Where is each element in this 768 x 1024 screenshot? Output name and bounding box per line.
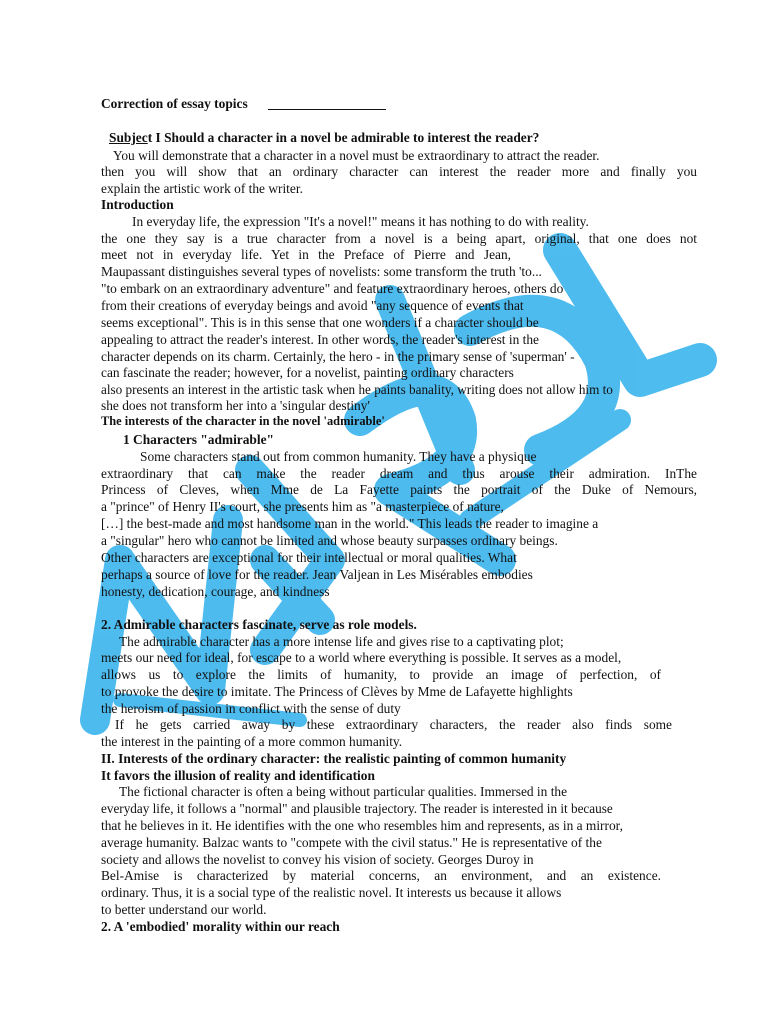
text-line: everyday life, it follows a "normal" and plausible trajectory. The reader is interested in it because xyxy=(101,801,613,816)
text-line: appealing to attract the reader's interest. In other words, the reader's interest in the xyxy=(101,332,539,347)
text-line: then you will show that an ordinary character can interest the reader more and finally you xyxy=(101,164,697,179)
text-line: the interest in the painting of a more common humanity. xyxy=(101,734,403,749)
text-line: meet not in everyday life. Yet in the Preface of Pierre and Jean, xyxy=(101,247,511,262)
subsection-heading: 2. A 'embodied' morality within our reach xyxy=(101,919,340,934)
text-line: Maupassant distinguishes several types of novelists: some transform the truth 'to... xyxy=(101,264,542,279)
text-line: Other characters are exceptional for their intellectual or moral qualities. What xyxy=(101,550,517,565)
section-heading: Introduction xyxy=(101,197,174,212)
text-line: explain the artistic work of the writer. xyxy=(101,181,303,196)
section-heading: The interests of the character in the novel 'admirable' xyxy=(101,414,385,428)
text-line: to better understand our world. xyxy=(101,902,267,917)
text-line: the heroism of passion in conflict with the sense of duty xyxy=(101,701,401,716)
subject-heading xyxy=(109,129,539,146)
text-line: seems exceptional". This is in this sense that one wonders if a character should be xyxy=(101,315,539,330)
text-line: she does not transform her into a 'singular destiny' xyxy=(101,398,370,413)
text-line: average humanity. Balzac wants to "compete with the civil status." He is representative of the xyxy=(101,835,602,850)
text-line: "to embark on an extraordinary adventure" and feature extraordinary heroes, others do xyxy=(101,281,564,296)
section-heading: II. Interests of the ordinary character: the realistic painting of common humanity xyxy=(101,751,567,766)
text-line: You will demonstrate that a character in a novel must be extraordinary to attract the reader. xyxy=(113,148,600,163)
subject-question: t I Should a character in a novel be admirable to interest the reader? xyxy=(147,130,540,145)
text-line: can fascinate the reader; however, for a novelist, painting ordinary characters xyxy=(101,365,514,380)
text-line: […] the best-made and most handsome man in the world." This leads the reader to imagine a xyxy=(101,516,599,531)
text-line: that he believes in it. He identifies with the one who resembles him and represents, as in a mirror, xyxy=(101,818,623,833)
text-line: Bel-Amise is characterized by material concerns, an environment, and an existence. xyxy=(101,868,661,883)
subsection-heading: 2. Admirable characters fascinate, serve as role models. xyxy=(101,617,417,632)
text-line: ordinary. Thus, it is a social type of the realistic novel. It interests us because it allows xyxy=(101,885,562,900)
text-line: meets our need for ideal, for escape to a world where everything is possible. It serves as a model, xyxy=(101,650,622,665)
text-line: The admirable character has a more intense life and gives rise to a captivating plot; xyxy=(119,634,564,649)
text-line: allows us to explore the limits of humanity, to provide an image of perfection, of xyxy=(101,667,661,682)
text-line: In everyday life, the expression "It's a novel!" means it has nothing to do with reality. xyxy=(132,214,589,229)
text-line: honesty, dedication, courage, and kindness xyxy=(101,584,330,599)
subject-word: Subjec xyxy=(109,130,148,145)
subsection-heading: 1 Characters "admirable" xyxy=(123,432,274,447)
title-underline xyxy=(268,109,386,110)
text-line: If he gets carried away by these extraordinary characters, the reader also finds some xyxy=(115,717,672,732)
text-line: to provoke the desire to imitate. The Princess of Clèves by Mme de Lafayette highlights xyxy=(101,684,573,699)
text-line: a "prince" of Henry II's court, she presents him as "a masterpiece of nature, xyxy=(101,499,504,514)
text-line: The fictional character is often a being without particular qualities. Immersed in the xyxy=(119,784,568,799)
text-line: Princess of Cleves, when Mme de La Fayette paints the portrait of the Duke of Nemours, xyxy=(101,482,697,497)
text-line: perhaps a source of love for the reader. Jean Valjean in Les Misérables embodies xyxy=(101,567,533,582)
document-title: Correction of essay topics xyxy=(101,96,248,111)
subsection-heading: It favors the illusion of reality and identification xyxy=(101,768,375,783)
text-line: extraordinary that can make the reader dream and thus arouse their admiration. InThe xyxy=(101,466,697,481)
text-line: Some characters stand out from common humanity. They have a physique xyxy=(140,449,537,464)
text-line: also presents an interest in the artistic task when he paints banality, writing does not allow him to xyxy=(101,382,613,397)
text-line: the one they say is a true character from a novel is a being apart, original, that one does not xyxy=(101,231,697,246)
text-line: society and allows the novelist to convey his vision of society. Georges Duroy in xyxy=(101,852,534,867)
text-line: from their creations of everyday beings and avoid "any sequence of events that xyxy=(101,298,524,313)
text-line: character depends on its charm. Certainly, the hero - in the primary sense of 'superman' - xyxy=(101,349,575,364)
text-line: a "singular" hero who cannot be limited and whose beauty surpasses ordinary beings. xyxy=(101,533,558,548)
